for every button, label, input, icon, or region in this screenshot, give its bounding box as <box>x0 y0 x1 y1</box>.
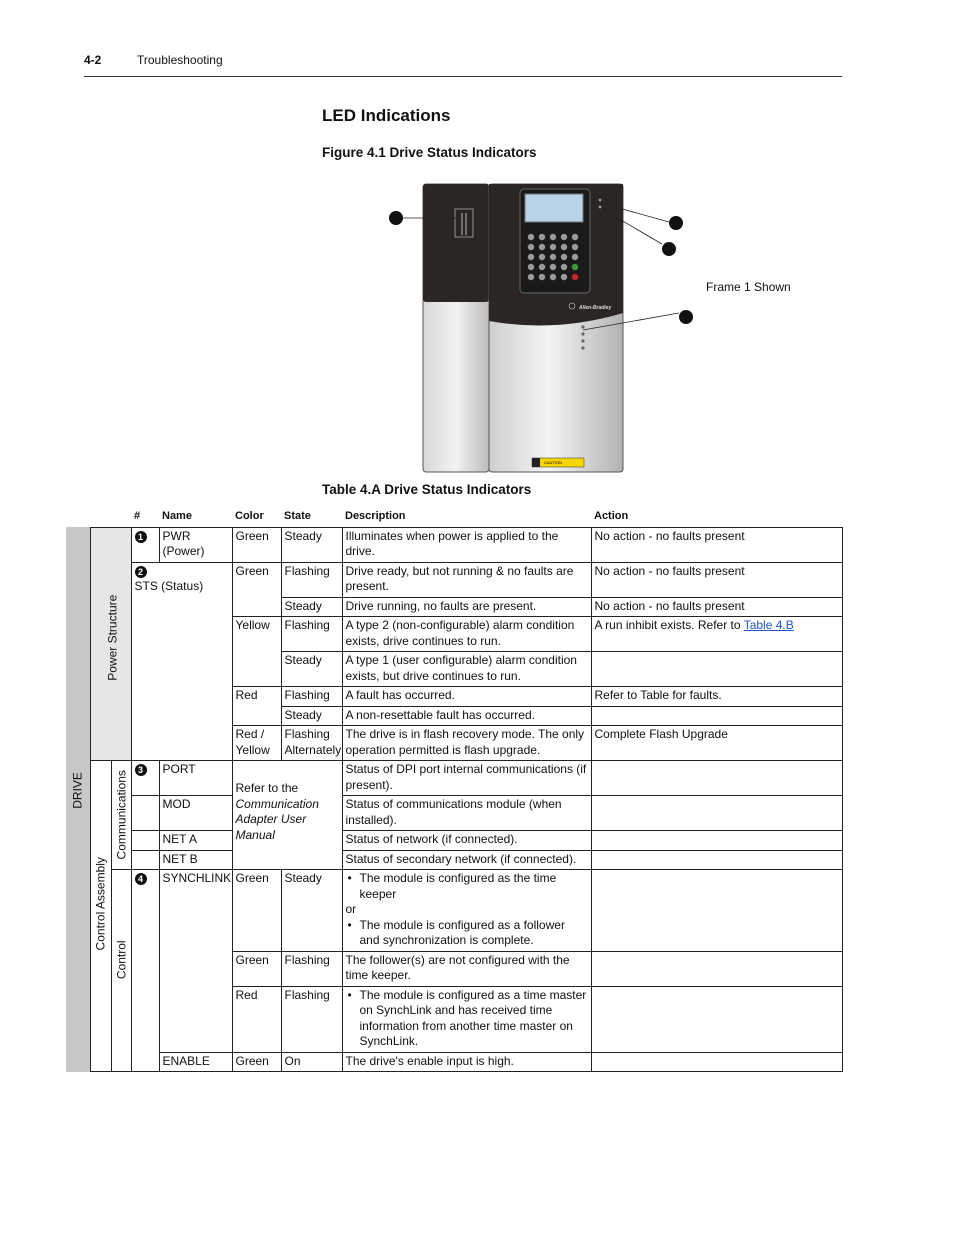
neta-description: Status of network (if connected). <box>342 831 591 851</box>
pwr-state: Steady <box>281 527 342 562</box>
synch-bullet: • The module is configured as a follower and synchronization is complete. <box>360 918 588 949</box>
sts-description: A non-resettable fault has occurred. <box>342 706 591 726</box>
table-row <box>66 527 842 562</box>
section-title: Troubleshooting <box>137 53 223 67</box>
synch-description <box>342 986 591 1052</box>
sts-action <box>591 706 842 726</box>
synch-color: Green <box>232 951 281 986</box>
netb-name: NET B <box>159 850 232 870</box>
group-control-assembly-label: Control Assembly <box>92 857 107 951</box>
col-header-state: State <box>281 509 342 527</box>
port-action <box>591 761 842 796</box>
enable-name: ENABLE <box>159 1052 232 1072</box>
sts-action <box>591 652 842 687</box>
sts-action <box>591 617 842 652</box>
table-4b-link[interactable]: Table 4.B <box>743 618 794 632</box>
mod-action <box>591 796 842 831</box>
sts-cell <box>131 562 232 761</box>
group-control <box>111 870 131 1072</box>
synch-description: The follower(s) are not configured with the time keeper. <box>342 951 591 986</box>
table-row <box>66 1052 842 1072</box>
sts-action: Refer to Table for faults. <box>591 687 842 707</box>
sts-color-red-yellow: Red / Yellow <box>232 726 281 761</box>
netb-action <box>591 850 842 870</box>
callout-marker-4 <box>679 310 693 324</box>
row-marker <box>131 796 159 831</box>
synch-bullet: • The module is configured as the time keeper <box>360 871 588 902</box>
row-marker <box>131 850 159 870</box>
port-description: Status of DPI port internal communications (if present). <box>342 761 591 796</box>
drive-status-table <box>66 509 843 1072</box>
table-caption: Table 4.A Drive Status Indicators <box>322 482 532 497</box>
enable-action <box>591 1052 842 1072</box>
table-row <box>66 761 842 796</box>
callout-marker-2 <box>669 216 683 230</box>
table-row <box>66 796 842 831</box>
sts-action: No action - no faults present <box>591 562 842 597</box>
col-header-action: Action <box>591 509 842 527</box>
mod-name: MOD <box>159 796 232 831</box>
figure-caption: Figure 4.1 Drive Status Indicators <box>322 145 537 160</box>
group-control-label: Control <box>113 940 128 980</box>
table-row <box>66 850 842 870</box>
page-title: LED Indications <box>322 106 451 125</box>
sts-action-text: A run inhibit exists. Refer to <box>594 618 744 632</box>
pwr-name: PWR (Power) <box>159 527 232 562</box>
sts-description: Drive ready, but not running & no faults are present. <box>342 562 591 597</box>
sts-state: Flashing <box>281 562 342 597</box>
synch-bullet: • The module is configured as a time master on SynchLink and has received time information from another time master on SynchLink. <box>360 988 588 1050</box>
group-power-structure <box>90 527 131 761</box>
sts-description: Drive running, no faults are present. <box>342 597 591 617</box>
sts-state: Flashing <box>281 687 342 707</box>
sts-description: The drive is in flash recovery mode. The only operation permitted is flash upgrade. <box>342 726 591 761</box>
port-name: PORT <box>159 761 232 796</box>
pwr-description: Illuminates when power is applied to the drive. <box>342 527 591 562</box>
synch-or: or <box>345 902 357 916</box>
callout-lines <box>380 195 700 335</box>
synch-state: Flashing <box>281 986 342 1052</box>
callout-marker-1 <box>389 211 403 225</box>
sts-action: Complete Flash Upgrade <box>591 726 842 761</box>
sts-name: STS (Status) <box>134 579 204 593</box>
frame-note: Frame 1 Shown <box>706 280 791 294</box>
synch-color: Green <box>232 870 281 952</box>
synch-action <box>591 951 842 986</box>
group-drive-label: DRIVE <box>70 772 85 809</box>
enable-state: On <box>281 1052 342 1072</box>
synch-description <box>342 870 591 952</box>
table-row <box>66 870 842 952</box>
pwr-action: No action - no faults present <box>591 527 842 562</box>
col-header-color: Color <box>232 509 281 527</box>
col-header-num: # <box>131 509 159 527</box>
sts-description: A type 1 (user configurable) alarm condition exists, but drive continues to run. <box>342 652 591 687</box>
sts-color-red: Red <box>232 687 281 726</box>
comms-refer-cell <box>232 761 342 870</box>
synch-state: Flashing <box>281 951 342 986</box>
marker-2: 2 <box>135 566 147 578</box>
group-control-assembly <box>90 761 111 1072</box>
synch-color: Red <box>232 986 281 1052</box>
netb-description: Status of secondary network (if connected). <box>342 850 591 870</box>
sts-state: Steady <box>281 652 342 687</box>
synch-action <box>591 986 842 1052</box>
table-header-row <box>66 509 842 527</box>
marker-4: 4 <box>135 873 147 885</box>
row-marker <box>131 831 159 851</box>
sts-state: Flashing Alternately <box>281 726 342 761</box>
comms-refer-doc: Communication Adapter User Manual <box>235 796 319 842</box>
table-row <box>66 831 842 851</box>
pwr-color: Green <box>232 527 281 562</box>
table-row <box>66 562 842 597</box>
row-marker <box>131 870 159 1072</box>
neta-name: NET A <box>159 831 232 851</box>
sts-color-yellow: Yellow <box>232 617 281 687</box>
synchlink-name: SYNCHLINK <box>159 870 232 1053</box>
neta-action <box>591 831 842 851</box>
caution-label: CAUTION <box>544 460 562 465</box>
sts-description: A type 2 (non-configurable) alarm condition exists, drive continues to run. <box>342 617 591 652</box>
sts-state: Steady <box>281 597 342 617</box>
sts-action: No action - no faults present <box>591 597 842 617</box>
callout-marker-3 <box>662 242 676 256</box>
marker-3: 3 <box>135 764 147 776</box>
sts-description: A fault has occurred. <box>342 687 591 707</box>
header-rule <box>84 76 842 77</box>
comms-refer-text: Refer to the <box>235 781 299 795</box>
sts-state: Flashing <box>281 617 342 652</box>
enable-color: Green <box>232 1052 281 1072</box>
marker-1: 1 <box>135 531 147 543</box>
page-number: 4-2 <box>84 53 102 67</box>
svg-text:Allen-Bradley: Allen-Bradley <box>579 305 612 311</box>
col-header-name: Name <box>159 509 232 527</box>
group-communications-label: Communications <box>113 770 128 860</box>
col-header-description: Description <box>342 509 591 527</box>
group-power-structure-label: Power Structure <box>104 594 119 681</box>
row-marker <box>131 527 159 562</box>
synch-state: Steady <box>281 870 342 952</box>
enable-description: The drive's enable input is high. <box>342 1052 591 1072</box>
group-communications <box>111 761 131 870</box>
row-marker <box>131 761 159 796</box>
synch-action <box>591 870 842 952</box>
sts-color-green: Green <box>232 562 281 617</box>
group-drive <box>66 527 90 1072</box>
sts-state: Steady <box>281 706 342 726</box>
mod-description: Status of communications module (when installed). <box>342 796 591 831</box>
